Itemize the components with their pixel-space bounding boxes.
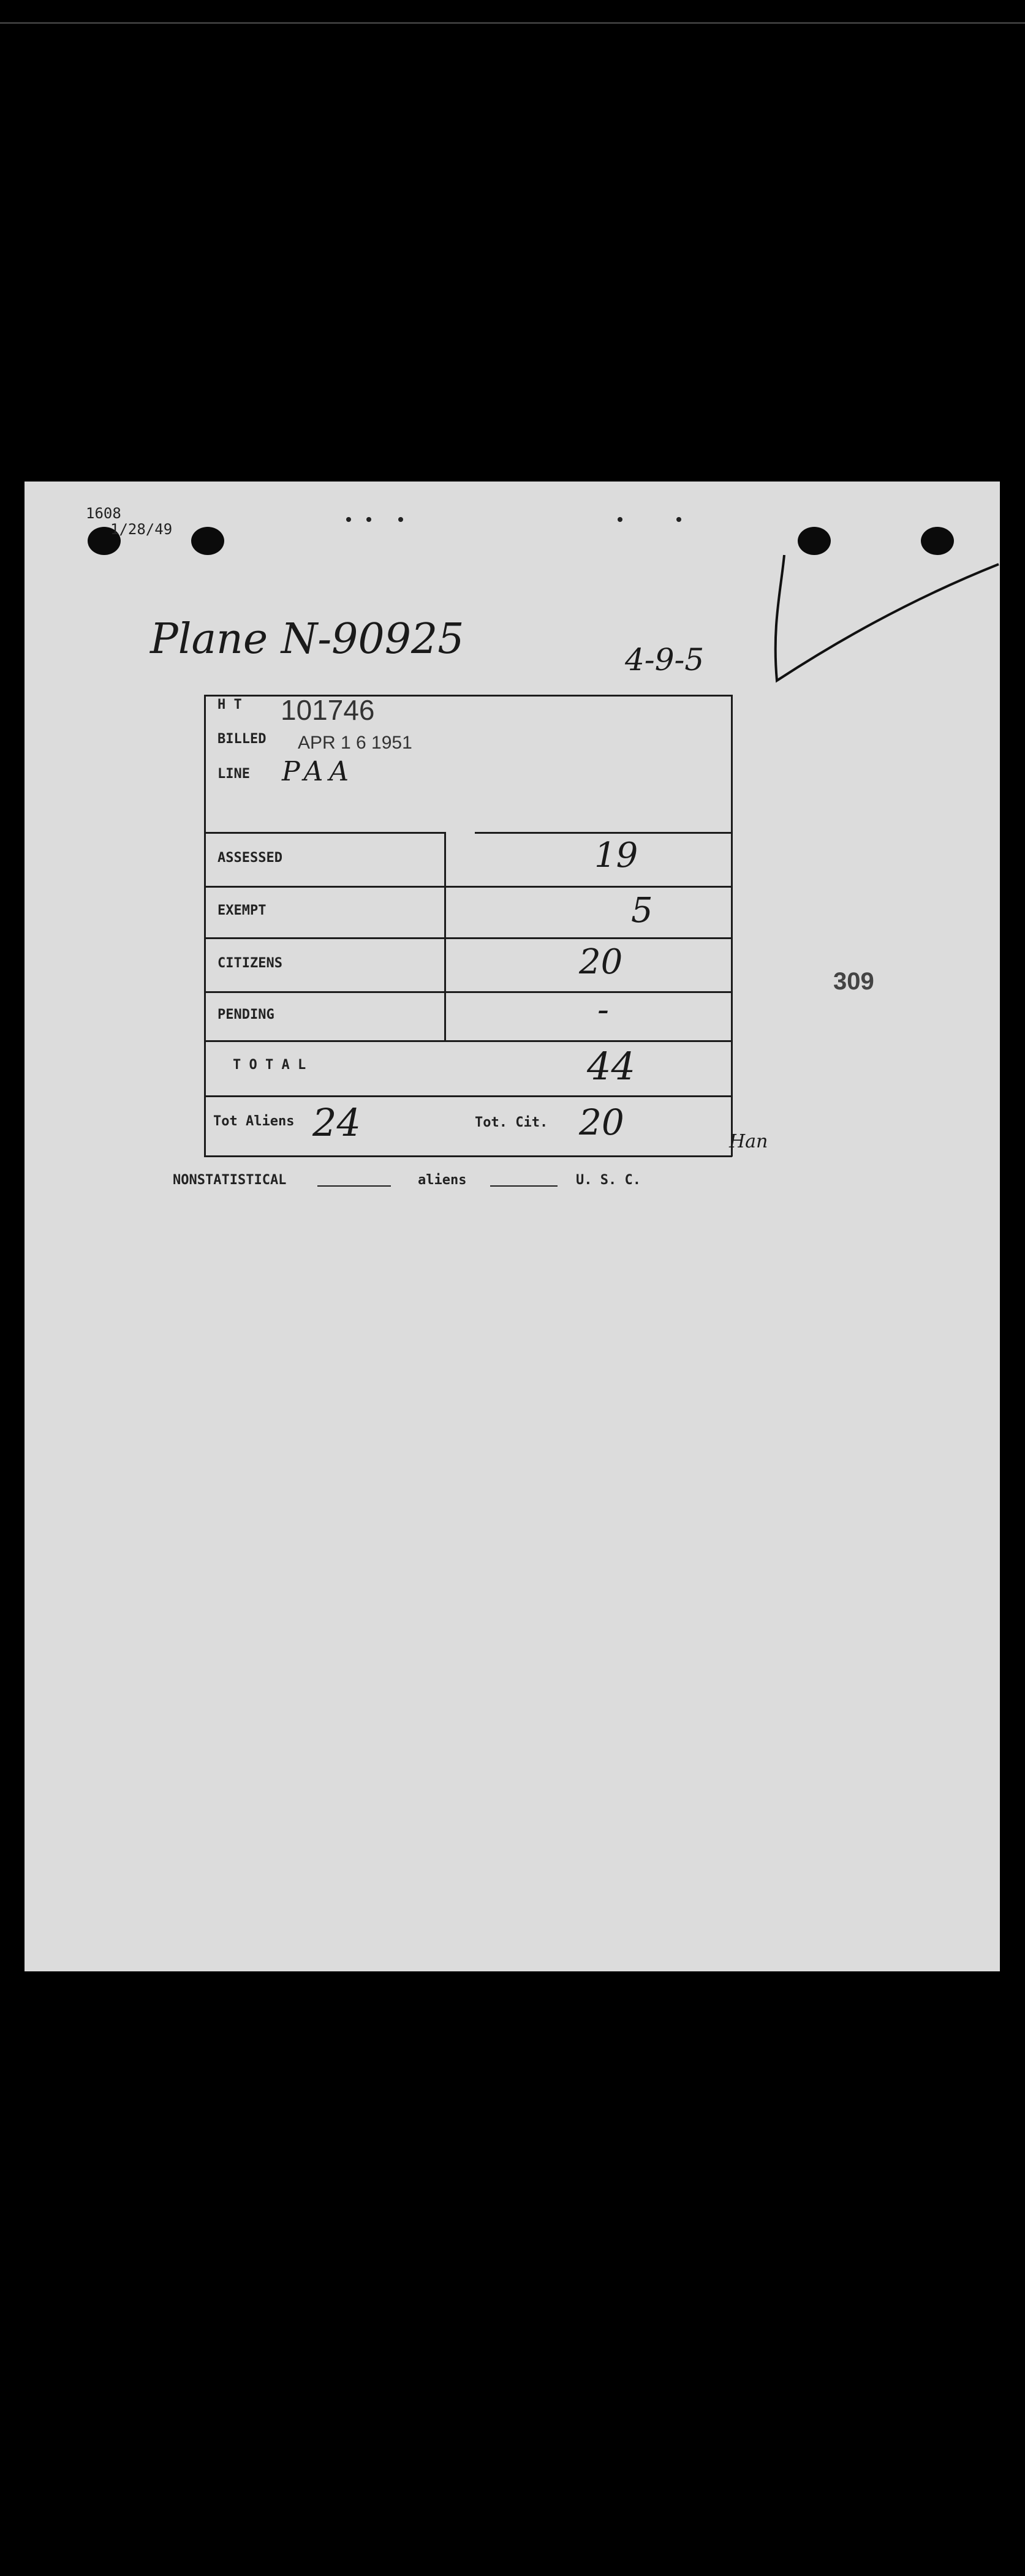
column-divider xyxy=(444,832,446,1040)
check-mark xyxy=(747,552,1000,699)
tot-cit-value: 20 xyxy=(579,1101,624,1143)
citizens-value: 20 xyxy=(579,942,623,982)
date-handwritten: 4-9-5 xyxy=(625,642,705,678)
initials-handwritten: Han xyxy=(729,1131,768,1152)
speck xyxy=(366,517,371,522)
blank-rule xyxy=(490,1185,558,1187)
blank-rule xyxy=(317,1185,391,1187)
total-value: 44 xyxy=(587,1044,635,1089)
nonstatistical-label: NONSTATISTICAL xyxy=(173,1173,287,1188)
card-bottom-border xyxy=(204,1155,732,1157)
usc-label: U. S. C. xyxy=(576,1173,641,1188)
form-number: 1608 xyxy=(86,505,121,522)
card-right-border xyxy=(731,695,733,1157)
punch-hole xyxy=(798,527,831,555)
speck xyxy=(618,517,622,522)
billed-label: BILLED xyxy=(217,731,267,747)
card-left-border xyxy=(204,695,206,1157)
assessed-value: 19 xyxy=(594,836,638,875)
speck xyxy=(346,517,351,522)
line-value: PAA xyxy=(282,756,355,787)
total-label: T O T A L xyxy=(233,1057,306,1073)
speck xyxy=(676,517,681,522)
page-number-stamp: 309 xyxy=(833,968,874,995)
pending-label: PENDING xyxy=(217,1007,274,1022)
tot-aliens-value: 24 xyxy=(312,1100,361,1145)
tot-cit-label: Tot. Cit. xyxy=(475,1115,548,1130)
citizens-label: CITIZENS xyxy=(217,956,282,971)
row-rule xyxy=(206,991,732,993)
pending-value: - xyxy=(597,990,609,1030)
line-label: LINE xyxy=(217,766,250,782)
punch-hole xyxy=(191,527,224,555)
film-edge-line xyxy=(0,22,1025,24)
row-rule xyxy=(206,937,732,939)
plane-handwritten: Plane N-90925 xyxy=(150,615,464,663)
row-rule xyxy=(475,832,732,834)
row-rule xyxy=(206,832,445,834)
row-rule xyxy=(206,1040,732,1042)
document-page xyxy=(25,482,1000,1971)
assessed-label: ASSESSED xyxy=(217,850,282,866)
exempt-label: EXEMPT xyxy=(217,903,267,918)
tot-aliens-label: Tot Aliens xyxy=(213,1114,295,1129)
ht-number: 101746 xyxy=(281,694,375,726)
punch-hole xyxy=(921,527,954,555)
form-date: 1/28/49 xyxy=(110,521,173,538)
ht-label: H T xyxy=(217,697,242,712)
aliens-label: aliens xyxy=(418,1173,467,1188)
row-rule xyxy=(206,1095,732,1097)
speck xyxy=(398,517,403,522)
row-rule xyxy=(206,886,732,888)
exempt-value: 5 xyxy=(631,891,653,931)
billed-date: APR 1 6 1951 xyxy=(298,733,412,753)
